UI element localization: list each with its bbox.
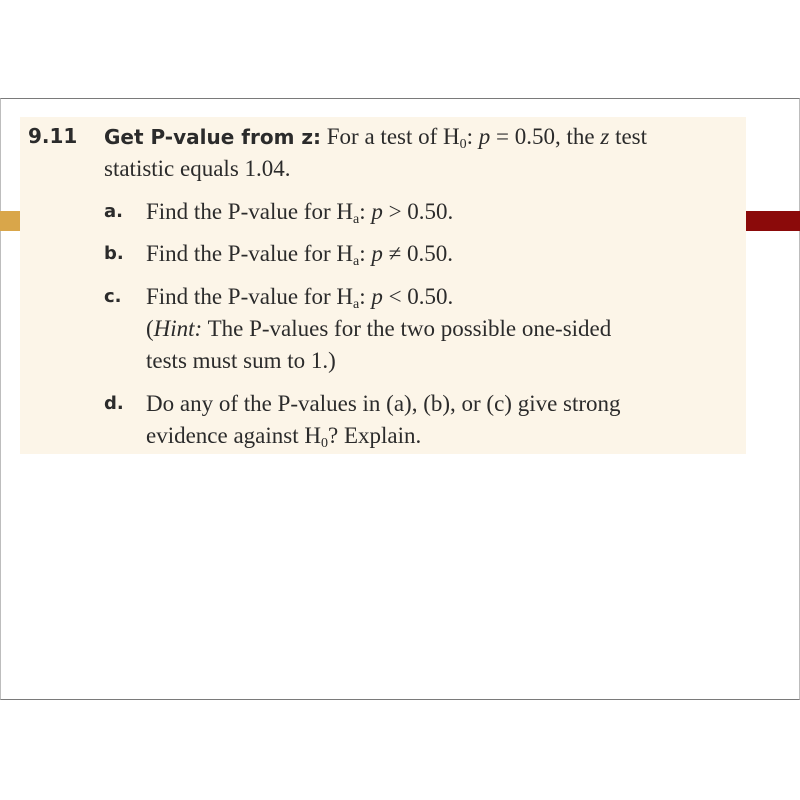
exercise-intro — [104, 121, 744, 185]
exercise-number: 9.11 — [28, 124, 78, 148]
part-c-text — [146, 281, 746, 377]
part-d-label: d. — [104, 393, 124, 414]
part-b-label: b. — [104, 243, 124, 264]
intro-line-1: Get P-value from z: For a test of $H_0$: p = 0.50, the z test — [104, 124, 648, 152]
part-c-hint-line-2: tests must sum to 1.) — [146, 348, 336, 373]
part-a-label: a. — [104, 201, 123, 222]
accent-bar-right — [746, 211, 800, 231]
part-d-text — [146, 388, 746, 452]
part-c-line-1: Find the P-value for $H_a$: p < 0.50. — [146, 284, 454, 312]
part-d-line-1: Do any of the P-values in (a), (b), or (c) give strong — [146, 391, 621, 416]
part-c-label: c. — [104, 286, 122, 307]
exercise-heading: Get P-value from z: — [104, 125, 322, 149]
accent-bar-left — [0, 211, 20, 231]
intro-line-2: statistic equals 1.04. — [104, 156, 291, 181]
part-c-hint-line-1: (Hint: The P-values for the two possible one-sided — [146, 316, 612, 341]
part-d-line-2: evidence against $H_0$? Explain. — [146, 423, 422, 451]
part-b-text: Find the P-value for $H_a$: p ≠ 0.50. — [146, 241, 453, 269]
part-a-text: Find the P-value for $H_a$: p > 0.50. — [146, 199, 454, 227]
